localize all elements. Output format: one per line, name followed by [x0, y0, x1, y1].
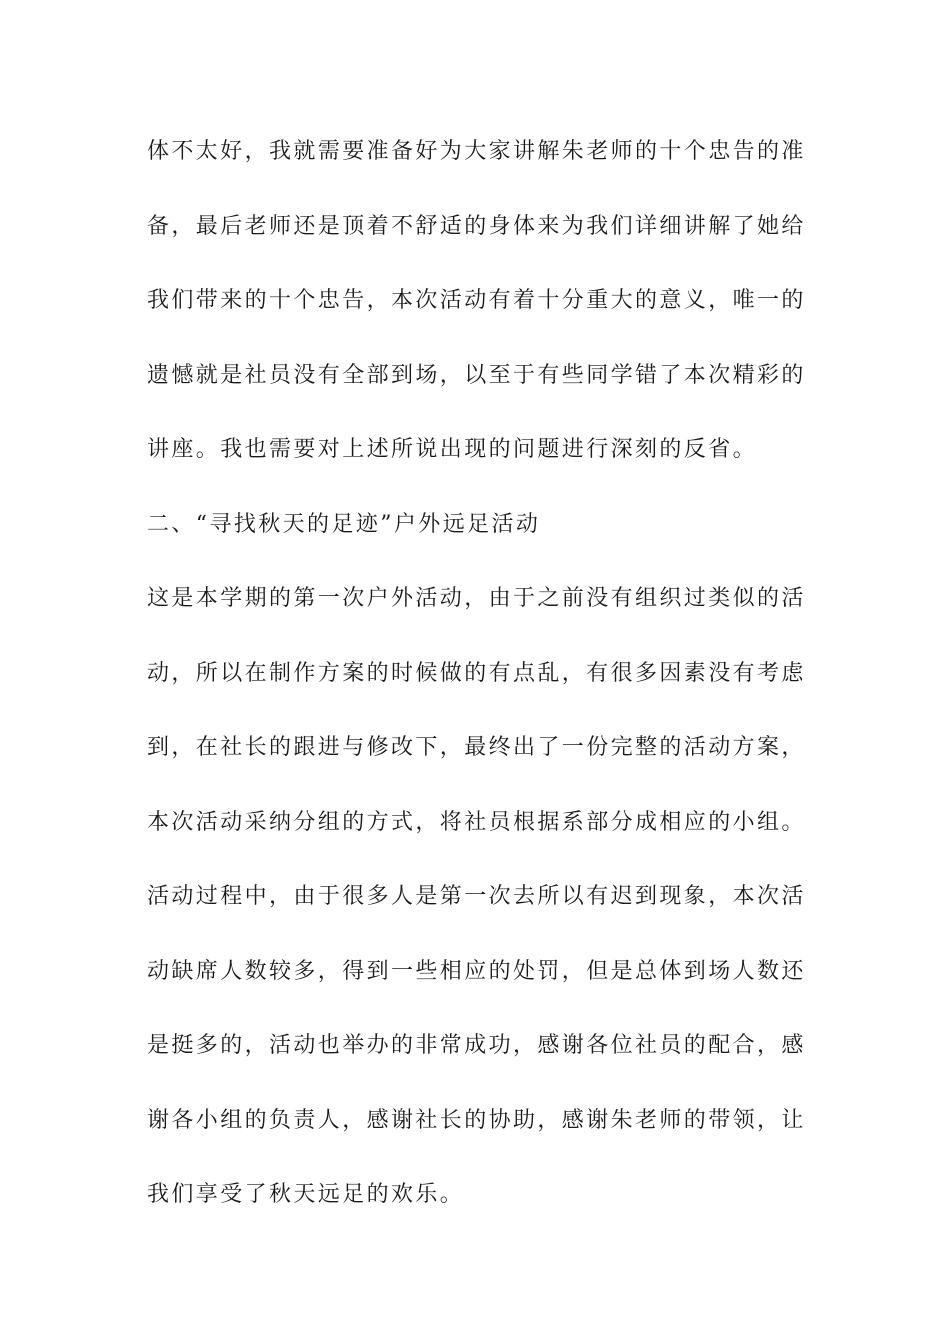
body-line: 是挺多的，活动也举办的非常成功，感谢各位社员的配合，感: [147, 1033, 806, 1058]
body-line: 到，在社长的跟进与修改下，最终出了一份完整的活动方案，: [147, 735, 806, 760]
body-line: 这是本学期的第一次户外活动，由于之前没有组织过类似的活: [147, 586, 806, 611]
document-body: [147, 128, 807, 1246]
body-line: 备，最后老师还是顶着不舒适的身体来为我们详细讲解了她给: [147, 213, 806, 239]
body-line: 本次活动采纳分组的方式，将社员根据系部分成相应的小组。: [147, 809, 806, 835]
body-line: 体不太好，我就需要准备好为大家讲解朱老师的十个忠告的准: [147, 139, 806, 164]
body-line: 讲座。我也需要对上述所说出现的问题进行深刻的反省。: [147, 437, 758, 462]
body-line: 谢各小组的负责人，感谢社长的协助，感谢朱老师的带领，让: [147, 1107, 806, 1133]
body-line: 我们享受了秋天远足的欢乐。: [147, 1182, 465, 1207]
body-line: 我们带来的十个忠告，本次活动有着十分重大的意义，唯一的: [147, 288, 806, 313]
body-line: 动，所以在制作方案的时候做的有点乱，有很多因素没有考虑: [147, 660, 806, 686]
body-line: 活动过程中，由于很多人是第一次去所以有迟到现象，本次活: [147, 884, 806, 909]
body-line: 动缺席人数较多，得到一些相应的处罚，但是总体到场人数还: [147, 958, 806, 984]
section-heading: 二、“寻找秋天的足迹”户外远足活动: [147, 511, 541, 537]
body-line: 遗憾就是社员没有全部到场，以至于有些同学错了本次精彩的: [147, 362, 806, 388]
